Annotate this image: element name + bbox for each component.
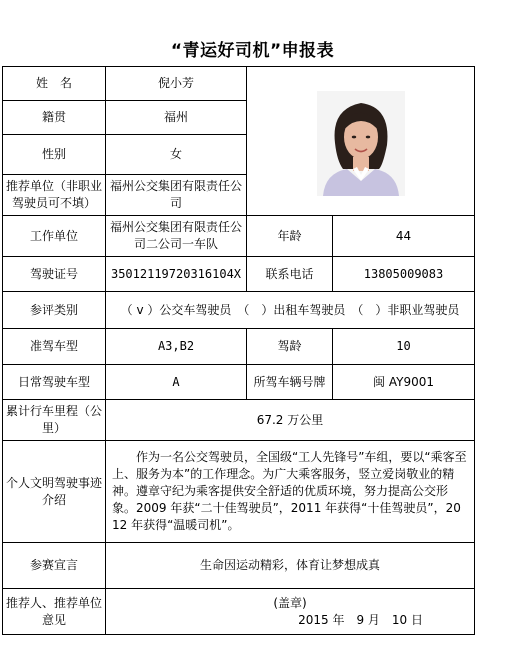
portrait-image (317, 91, 405, 196)
license-label: 驾驶证号 (3, 257, 106, 292)
photo-cell (247, 67, 475, 216)
mileage-label: 累计行车里程（公里） (3, 400, 106, 441)
gender-value: 女 (106, 135, 247, 175)
phone-value: 13805009083 (333, 257, 475, 292)
category-value: （ v ）公交车驾驶员 （ ）出租车驾驶员 （ ）非职业驾驶员 (106, 292, 475, 329)
plate-value: 闽 AY9001 (333, 365, 475, 400)
origin-label: 籍贯 (3, 101, 106, 135)
vehicle-type-label: 准驾车型 (3, 329, 106, 365)
work-unit-value: 福州公交集团有限责任公司二公司一车队 (106, 216, 247, 257)
referee-cell (106, 589, 475, 635)
daily-vehicle-label: 日常驾驶车型 (3, 365, 106, 400)
age-value: 44 (333, 216, 475, 257)
referee-label: 推荐人、推荐单位意见 (3, 589, 106, 635)
age-label: 年龄 (247, 216, 333, 257)
origin-value: 福州 (106, 101, 247, 135)
application-form-table (2, 66, 475, 635)
plate-label: 所驾车辆号牌 (247, 365, 333, 400)
name-label: 姓 名 (3, 67, 106, 101)
name-value: 倪小芳 (106, 67, 247, 101)
recommender-value: 福州公交集团有限责任公司 (106, 175, 247, 216)
declaration-value: 生命因运动精彩，体育让梦想成真 (106, 543, 475, 589)
intro-label: 个人文明驾驶事迹介绍 (3, 441, 106, 543)
recommender-label: 推荐单位（非职业驾驶员可不填） (3, 175, 106, 216)
form-title: “青运好司机”申报表 (170, 41, 335, 61)
phone-label: 联系电话 (247, 257, 333, 292)
applicant-photo (317, 91, 405, 196)
work-unit-label: 工作单位 (3, 216, 106, 257)
license-value: 35012119720316104X (106, 257, 247, 292)
driving-years-label: 驾龄 (247, 329, 333, 365)
driving-years-value: 10 (333, 329, 475, 365)
vehicle-type-value: A3,B2 (106, 329, 247, 365)
gender-label: 性别 (3, 135, 106, 175)
declaration-label: 参赛宣言 (3, 543, 106, 589)
category-label: 参评类别 (3, 292, 106, 329)
referee-stamp: (盖章) (273, 595, 307, 610)
daily-vehicle-value: A (106, 365, 247, 400)
mileage-value: 67.2 万公里 (106, 400, 475, 441)
intro-value: 作为一名公交驾驶员，全国级“工人先锋号”车组，要以“乘客至上、服务为本”的工作理念。为广大乘客服务，竖立爱岗敬业的精神。遵章守纪为乘客提供安全舒适的优质环境，努力提高公交形象。2009 年获“二十佳驾驶员”，2011 年获得“十佳驾驶员”，2012 年获得“温暖司机”。 (106, 441, 475, 543)
referee-date: 2015 年 9 月 10 日 (298, 612, 423, 627)
